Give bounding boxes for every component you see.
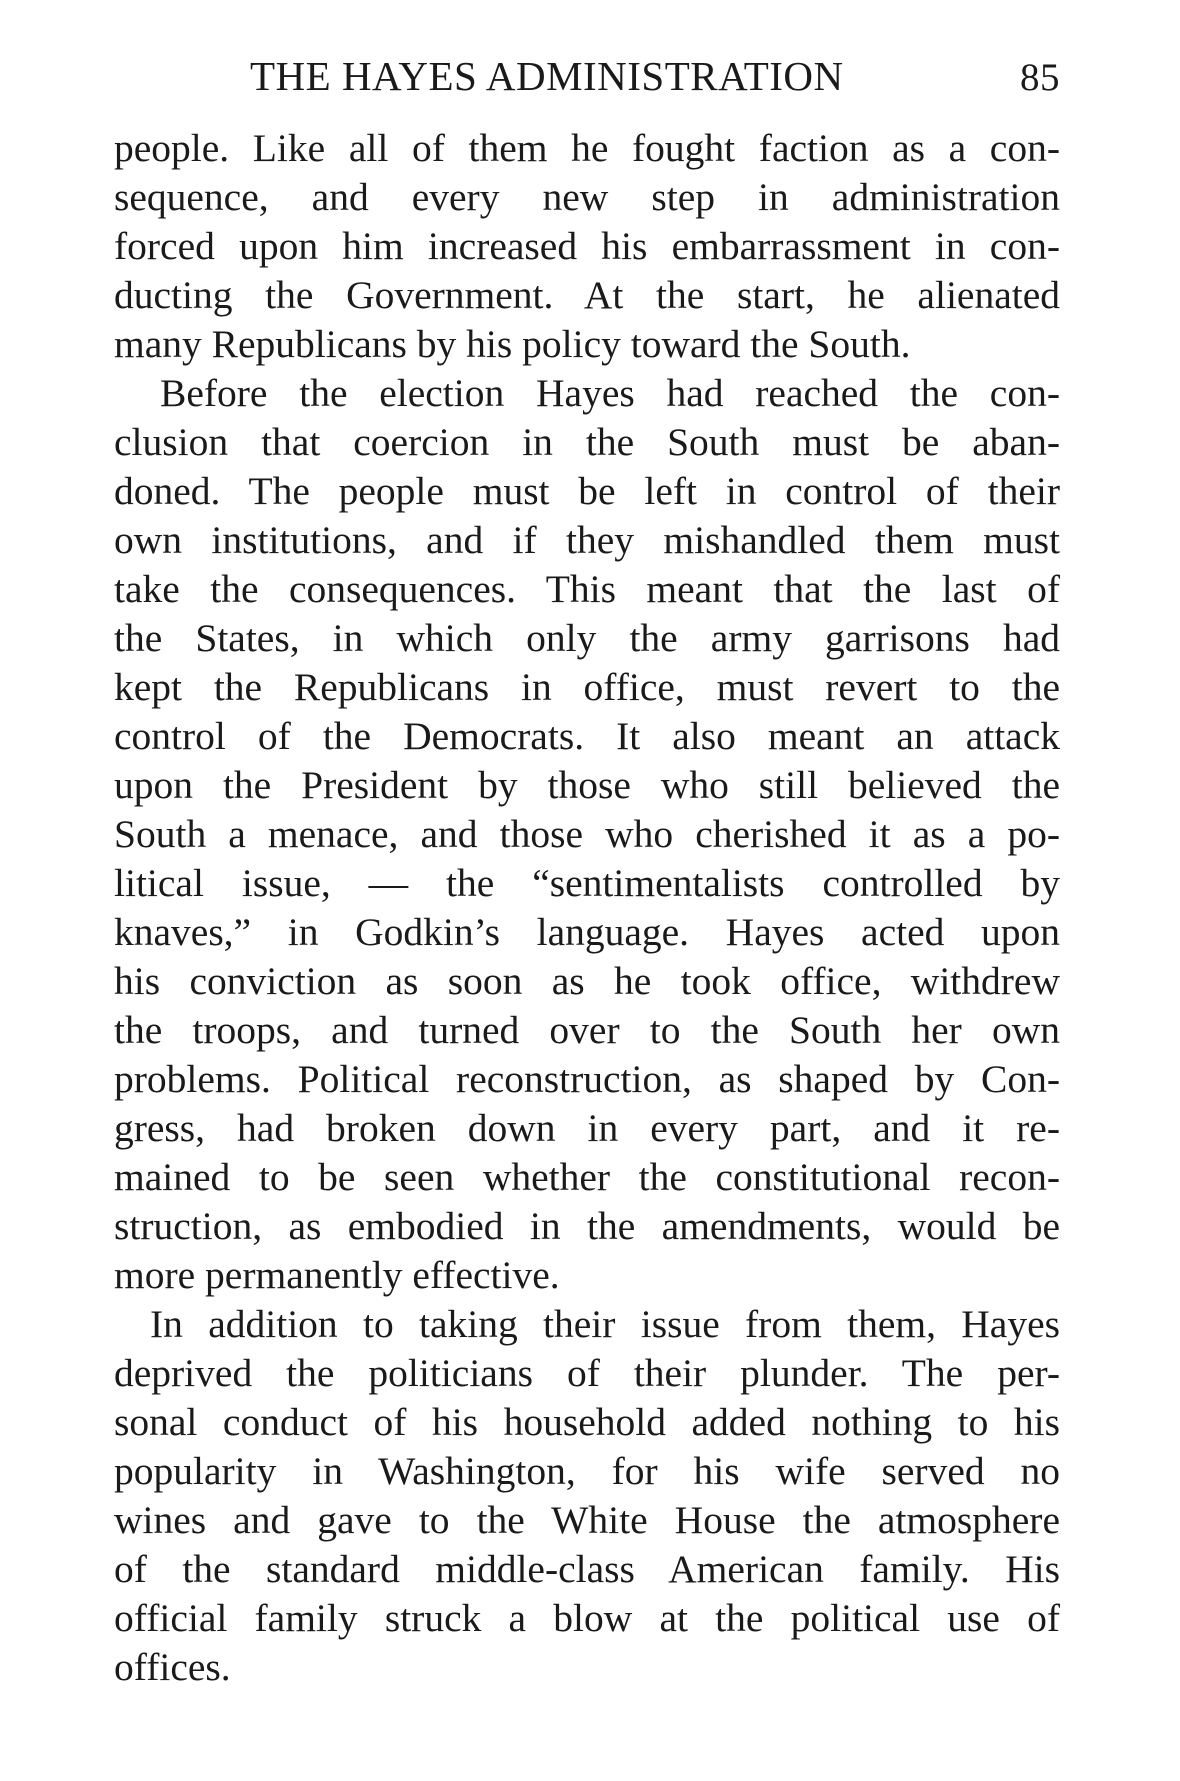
paragraph-2	[114, 369, 1060, 1300]
text-line: offices.	[114, 1645, 231, 1689]
text-line: many Republicans by his policy toward the South.	[114, 322, 911, 366]
text-line: take the consequences. This meant that the last of	[114, 567, 1060, 611]
text-line: South a menace, and those who cherished it as a po-	[114, 812, 1060, 856]
text-line: struction, as embodied in the amendments, would be	[114, 1204, 1060, 1248]
text-line: popularity in Washington, for his wife served no	[114, 1449, 1060, 1493]
text-line: sonal conduct of his household added nothing to his	[114, 1400, 1060, 1444]
text-line: problems. Political reconstruction, as shaped by Con-	[114, 1057, 1060, 1101]
text-line: people. Like all of them he fought faction as a con-	[114, 126, 1060, 170]
text-line: gress, had broken down in every part, and it re-	[114, 1106, 1060, 1150]
paragraph-1	[114, 124, 1060, 369]
text-line: ducting the Government. At the start, he alienated	[114, 273, 1060, 317]
paragraph-3	[114, 1300, 1060, 1692]
text-line: forced upon him increased his embarrassment in con-	[114, 224, 1060, 268]
running-title: THE HAYES ADMINISTRATION	[250, 53, 844, 99]
text-line: wines and gave to the White House the atmosphere	[114, 1498, 1060, 1542]
text-line: clusion that coercion in the South must be aban-	[114, 420, 1060, 464]
text-line: mained to be seen whether the constitutional recon-	[114, 1155, 1060, 1199]
text-line: his conviction as soon as he took office, withdrew	[114, 959, 1060, 1003]
text-line: upon the President by those who still believed the	[114, 763, 1060, 807]
text-line: the States, in which only the army garrisons had	[114, 616, 1060, 660]
text-line: control of the Democrats. It also meant an attack	[114, 714, 1060, 758]
text-line: own institutions, and if they mishandled them must	[114, 518, 1060, 562]
text-line: litical issue, — the “sentimentalists controlled by	[114, 861, 1060, 905]
text-line: the troops, and turned over to the South her own	[114, 1008, 1060, 1052]
text-line: official family struck a blow at the political use of	[114, 1596, 1060, 1640]
body-text	[114, 124, 1060, 1692]
text-line: deprived the politicians of their plunder. The per-	[114, 1351, 1060, 1395]
text-line: sequence, and every new step in administration	[114, 175, 1060, 219]
text-line: doned. The people must be left in control of their	[114, 469, 1060, 513]
text-line: knaves,” in Godkin’s language. Hayes acted upon	[114, 910, 1060, 954]
text-line: more permanently effective.	[114, 1253, 560, 1297]
text-line: In addition to taking their issue from them, Hayes	[150, 1302, 1060, 1346]
page-number: 85	[1020, 56, 1060, 99]
text-line: Before the election Hayes had reached the con-	[160, 371, 1060, 415]
text-line: kept the Republicans in office, must revert to the	[114, 665, 1060, 709]
running-head	[250, 52, 1060, 108]
text-line: of the standard middle-class American family. His	[114, 1547, 1060, 1591]
